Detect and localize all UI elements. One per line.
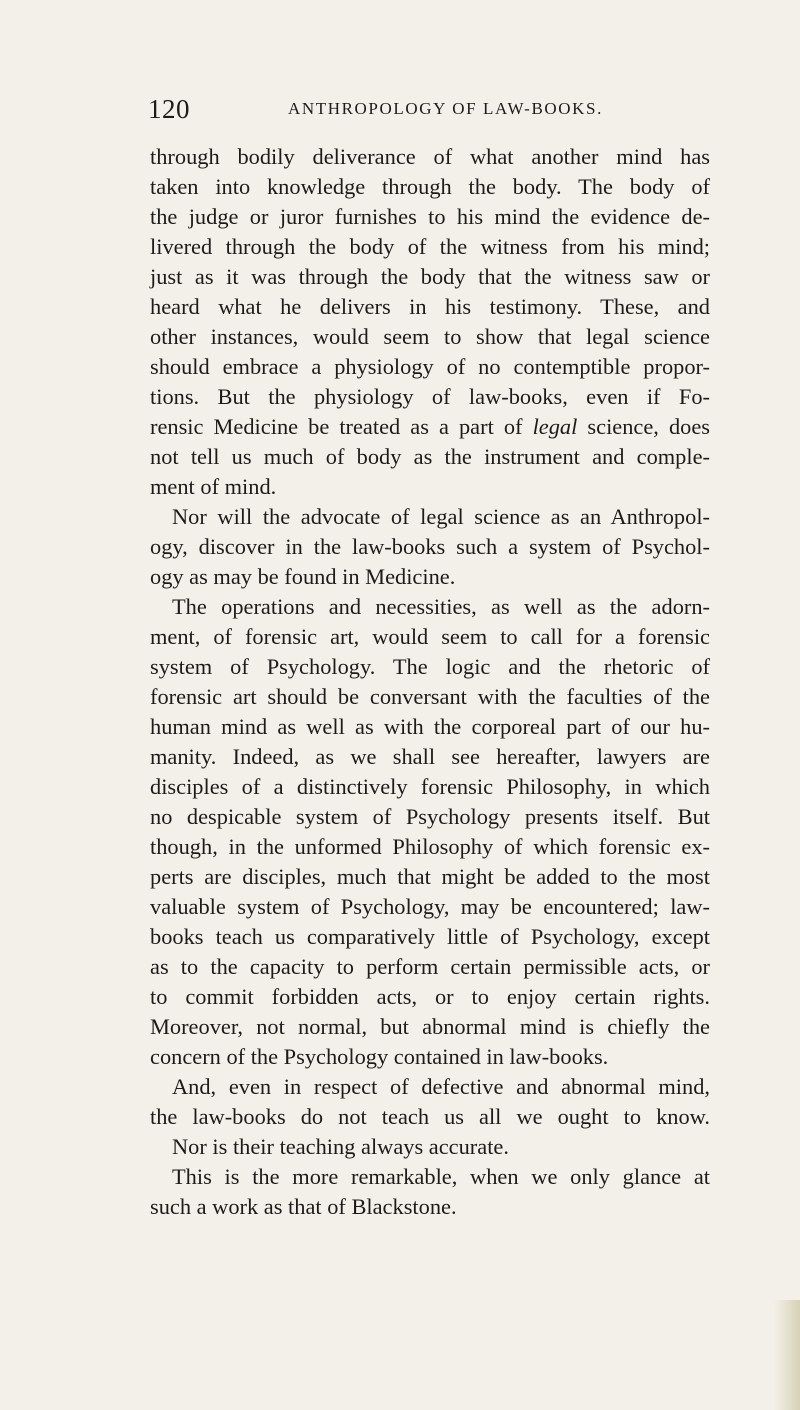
text-line: human mind as well as with the corporeal part of our hu- <box>150 714 710 739</box>
italic-word: legal <box>532 414 578 439</box>
text-segment: science, does <box>577 414 710 439</box>
running-head <box>148 94 708 122</box>
paragraph-end-line: ment of mind. <box>150 474 277 499</box>
text-line: system of Psychology. The logic and the rhetoric of <box>150 654 710 679</box>
text-line: tions. But the physiology of law-books, even if Fo- <box>150 384 710 409</box>
paragraph-single-line: Nor is their teaching always accurate. <box>172 1134 509 1159</box>
text-line: as to the capacity to perform certain permissible acts, or <box>150 954 710 979</box>
text-line: forensic art should be conversant with the faculties of the <box>150 684 710 709</box>
text-line: Moreover, not normal, but abnormal mind is chiefly the <box>150 1014 710 1039</box>
text-line: just as it was through the body that the witness saw or <box>150 264 710 289</box>
text-line: through bodily deliverance of what another mind has <box>150 144 710 169</box>
body-text <box>150 142 710 1222</box>
text-line: should embrace a physiology of no contemptible propor- <box>150 354 710 379</box>
text-line: books teach us comparatively little of Psychology, except <box>150 924 710 949</box>
paragraph-end-line: such a work as that of Blackstone. <box>150 1194 457 1219</box>
text-segment: rensic Medicine be treated as a part of <box>150 414 533 439</box>
text-line: the judge or juror furnishes to his mind the evidence de- <box>150 204 710 229</box>
page-edge-shadow <box>774 1300 800 1410</box>
paragraph-start-line: Nor will the advocate of legal science as an Anthropol- <box>172 504 710 529</box>
paragraph-end-line: concern of the Psychology contained in law-books. <box>150 1044 609 1069</box>
running-title: ANTHROPOLOGY OF LAW-BOOKS. <box>288 99 603 118</box>
text-line: ment, of forensic art, would seem to call for a forensic <box>150 624 710 649</box>
text-line: livered through the body of the witness from his mind; <box>150 234 710 259</box>
text-line-with-italic <box>150 412 710 442</box>
paragraph-start-line: The operations and necessities, as well as the adorn- <box>172 594 710 619</box>
text-line: disciples of a distinctively forensic Philosophy, in which <box>150 774 710 799</box>
text-line: the law-books do not teach us all we ought to know. <box>150 1104 710 1129</box>
text-line: other instances, would seem to show that legal science <box>150 324 710 349</box>
text-line: taken into knowledge through the body. The body of <box>150 174 710 199</box>
text-line: though, in the unformed Philosophy of which forensic ex- <box>150 834 710 859</box>
text-line: heard what he delivers in his testimony. These, and <box>150 294 710 319</box>
paragraph-start-line: And, even in respect of defective and abnormal mind, <box>172 1074 710 1099</box>
text-line: not tell us much of body as the instrument and comple- <box>150 444 710 469</box>
paragraph-start-line: This is the more remarkable, when we only glance at <box>172 1164 710 1189</box>
text-line: to commit forbidden acts, or to enjoy certain rights. <box>150 984 710 1009</box>
text-line: manity. Indeed, as we shall see hereafter, lawyers are <box>150 744 710 769</box>
text-line: perts are disciples, much that might be added to the most <box>150 864 710 889</box>
paragraph-end-line: ogy as may be found in Medicine. <box>150 564 456 589</box>
text-line: ogy, discover in the law-books such a system of Psychol- <box>150 534 710 559</box>
page-number: 120 <box>148 94 190 124</box>
text-line: no despicable system of Psychology presents itself. But <box>150 804 710 829</box>
text-line: valuable system of Psychology, may be encountered; law- <box>150 894 710 919</box>
